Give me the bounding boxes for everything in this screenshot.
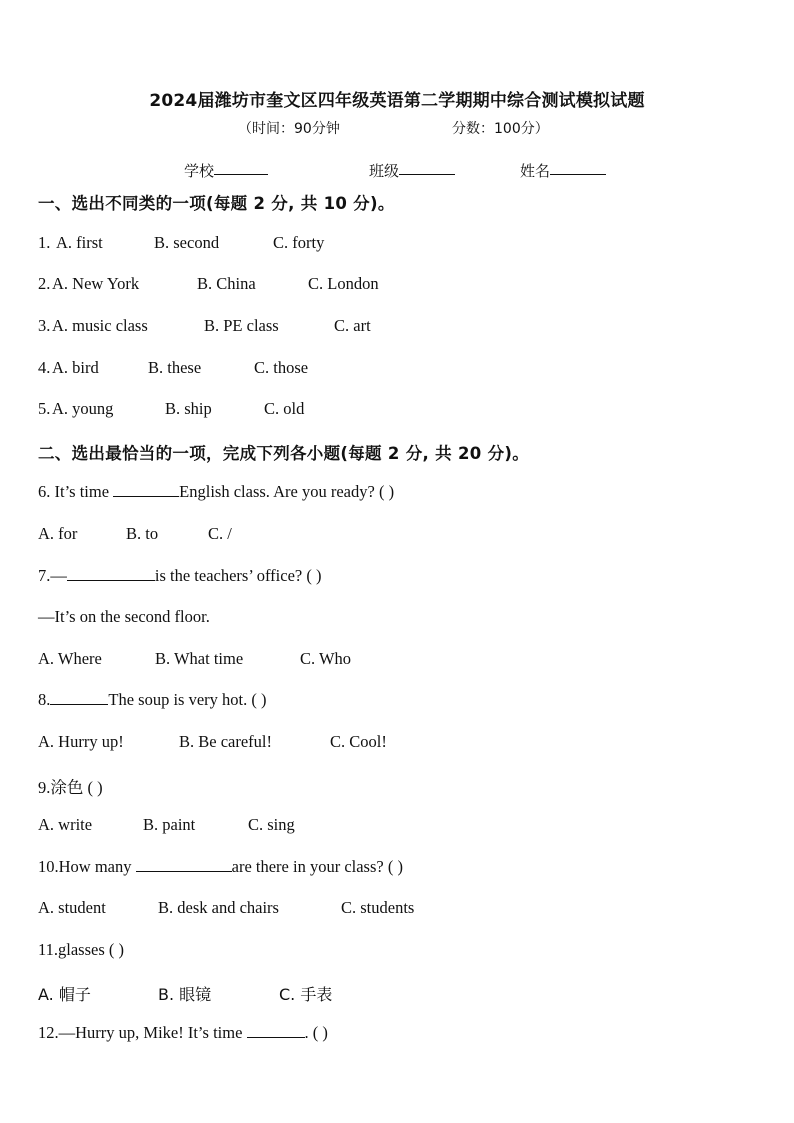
question-9-options xyxy=(38,815,295,835)
option-c[interactable]: C. students xyxy=(341,898,415,917)
question-11: 11.glasses ( ) xyxy=(38,940,124,959)
option-c[interactable]: C. Who xyxy=(300,649,352,668)
question-4 xyxy=(38,358,309,378)
question-3 xyxy=(38,316,371,336)
school-blank[interactable] xyxy=(214,160,268,175)
class-field[interactable] xyxy=(369,160,399,181)
option-a[interactable]: A. first xyxy=(56,233,103,252)
question-11-options xyxy=(38,982,333,1005)
answer-blank[interactable] xyxy=(113,482,179,497)
question-text-end: English class. Are you ready? ( ) xyxy=(179,482,395,501)
question-1 xyxy=(38,233,325,253)
question-2 xyxy=(38,274,379,294)
option-a[interactable]: A. music class xyxy=(52,316,148,335)
name-blank[interactable] xyxy=(550,160,606,175)
question-7 xyxy=(38,566,321,586)
option-b[interactable]: B. Be careful! xyxy=(179,732,272,751)
question-text-start: 12.—Hurry up, Mike! It’s time xyxy=(38,1023,247,1042)
class-blank[interactable] xyxy=(399,160,455,175)
question-number: 2. xyxy=(38,274,51,293)
option-b[interactable]: B. these xyxy=(148,358,202,377)
answer-blank[interactable] xyxy=(50,690,108,705)
option-b[interactable]: B. ship xyxy=(165,399,212,418)
option-a[interactable]: A. bird xyxy=(52,358,99,377)
name-label: 姓名 xyxy=(520,162,551,180)
option-c[interactable]: C. 手表 xyxy=(279,985,333,1004)
question-text-end: . ( ) xyxy=(304,1023,328,1042)
question-text-start: 7.— xyxy=(38,566,67,585)
section-1-heading: 一、选出不同类的一项(每题 2 分, 共 10 分)。 xyxy=(38,194,395,213)
name-field[interactable] xyxy=(520,160,550,181)
option-c[interactable]: C. old xyxy=(264,399,305,418)
question-text-end: The soup is very hot. ( ) xyxy=(108,690,267,709)
question-10 xyxy=(38,857,403,877)
question-8-options xyxy=(38,732,387,752)
option-a[interactable]: A. 帽子 xyxy=(38,985,91,1004)
question-8 xyxy=(38,690,266,710)
question-7-options xyxy=(38,649,352,669)
option-b[interactable]: B. desk and chairs xyxy=(158,898,279,917)
school-field[interactable] xyxy=(184,160,214,181)
exam-time: （时间：90分钟 xyxy=(238,121,340,137)
question-10-options xyxy=(38,898,415,918)
option-c[interactable]: C. London xyxy=(308,274,379,293)
school-label: 学校 xyxy=(184,162,215,180)
option-a[interactable]: A. young xyxy=(52,399,114,418)
answer-blank[interactable] xyxy=(136,857,232,872)
option-b[interactable]: B. second xyxy=(154,233,220,252)
option-c[interactable]: C. sing xyxy=(248,815,295,834)
option-b[interactable]: B. China xyxy=(197,274,256,293)
option-c[interactable]: C. / xyxy=(208,524,232,543)
option-a[interactable]: A. Hurry up! xyxy=(38,732,124,751)
question-text-start: 10.How many xyxy=(38,857,136,876)
question-9: 9.涂色 ( ) xyxy=(38,778,103,797)
exam-title: 2024届潍坊市奎文区四年级英语第二学期期中综合测试模拟试题 xyxy=(149,91,645,111)
option-c[interactable]: C. forty xyxy=(273,233,325,252)
question-number: 5. xyxy=(38,399,51,418)
class-label: 班级 xyxy=(369,162,400,180)
option-a[interactable]: A. New York xyxy=(52,274,140,293)
option-a[interactable]: A. write xyxy=(38,815,93,834)
exam-score: 分数：100分） xyxy=(452,121,549,137)
option-b[interactable]: B. paint xyxy=(143,815,196,834)
question-text-start: 8. xyxy=(38,690,51,709)
option-b[interactable]: B. PE class xyxy=(204,316,279,335)
answer-blank[interactable] xyxy=(247,1023,305,1038)
question-text-end: is the teachers’ office? ( ) xyxy=(154,566,322,585)
question-number: 4. xyxy=(38,358,51,377)
question-number: 3. xyxy=(38,316,51,335)
option-a[interactable]: A. student xyxy=(38,898,106,917)
option-b[interactable]: B. 眼镜 xyxy=(158,985,212,1004)
question-6-options xyxy=(38,524,232,544)
option-a[interactable]: A. for xyxy=(38,524,78,543)
option-b[interactable]: B. to xyxy=(126,524,159,543)
option-c[interactable]: C. Cool! xyxy=(330,732,387,751)
question-number: 1. xyxy=(38,233,51,252)
option-c[interactable]: C. art xyxy=(334,316,371,335)
question-7-reply: —It’s on the second floor. xyxy=(38,607,210,626)
option-a[interactable]: A. Where xyxy=(38,649,102,668)
answer-blank[interactable] xyxy=(67,566,155,581)
option-b[interactable]: B. What time xyxy=(155,649,244,668)
question-6 xyxy=(38,482,394,502)
question-text-end: are there in your class? ( ) xyxy=(231,857,403,876)
question-5 xyxy=(38,399,305,419)
option-c[interactable]: C. those xyxy=(254,358,309,377)
question-12 xyxy=(38,1023,328,1043)
section-2-heading: 二、选出最恰当的一项，完成下列各小题(每题 2 分, 共 20 分)。 xyxy=(38,444,530,463)
question-text-start: 6. It’s time xyxy=(38,482,114,501)
